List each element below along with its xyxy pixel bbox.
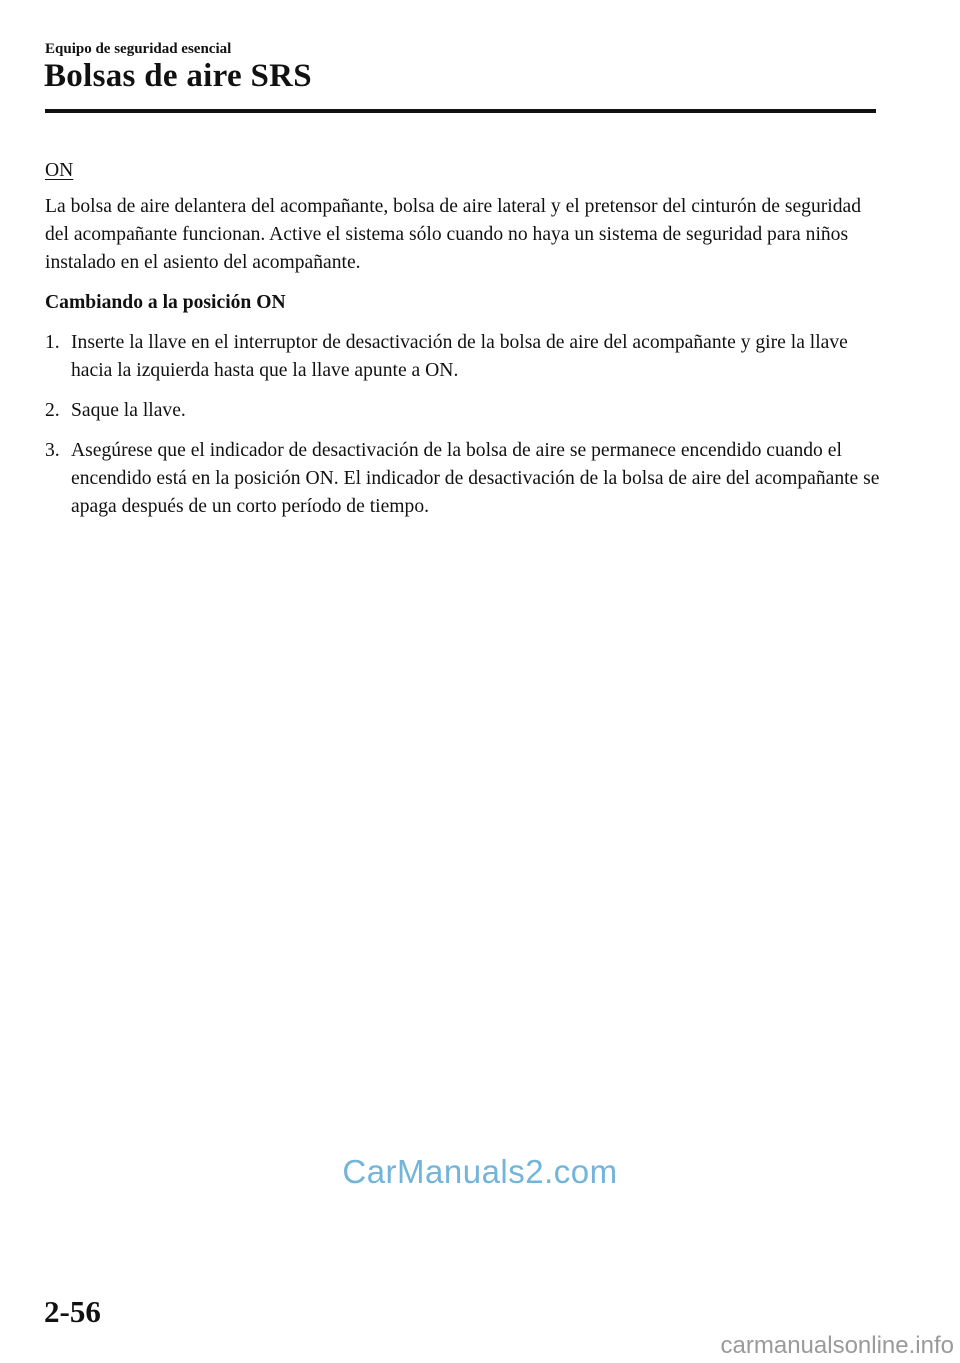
step-3 bbox=[45, 437, 880, 521]
on-description: La bolsa de aire delantera del acompañante, bolsa de aire lateral y el pretensor del cinturón de seguridad del acompañante funcionan. Active el sistema sólo cuando no haya un sistema de seguridad para niños instalado en el asiento del acompañante. bbox=[45, 196, 862, 273]
procedure-heading: Cambiando a la posición ON bbox=[45, 292, 286, 313]
step-text: Asegúrese que el indicador de desactivación de la bolsa de aire se permanece encendido cuando el encendido está en la posición ON. El indicador de desactivación de la bolsa de aire del acompañante se apaga después de un corto período de tiempo. bbox=[71, 440, 880, 517]
step-number: 2. bbox=[45, 400, 60, 421]
page-title: Bolsas de aire SRS bbox=[44, 58, 312, 94]
step-text: Saque la llave. bbox=[71, 400, 186, 421]
page-content bbox=[45, 157, 880, 533]
header-divider bbox=[45, 109, 876, 113]
step-text: Inserte la llave en el interruptor de desactivación de la bolsa de aire del acompañante y gire la llave hacia la izquierda hasta que la llave apunte a ON. bbox=[71, 332, 848, 381]
step-number: 3. bbox=[45, 440, 60, 461]
step-1 bbox=[45, 329, 880, 385]
on-heading: ON bbox=[45, 160, 74, 181]
procedure-steps bbox=[45, 329, 880, 521]
center-watermark: CarManuals2.com bbox=[342, 1153, 618, 1190]
page-number: 2-56 bbox=[44, 1294, 101, 1329]
bottom-watermark: carmanualsonline.info bbox=[720, 1332, 954, 1359]
step-number: 1. bbox=[45, 332, 60, 353]
step-2 bbox=[45, 397, 880, 425]
section-label: Equipo de seguridad esencial bbox=[45, 41, 232, 57]
